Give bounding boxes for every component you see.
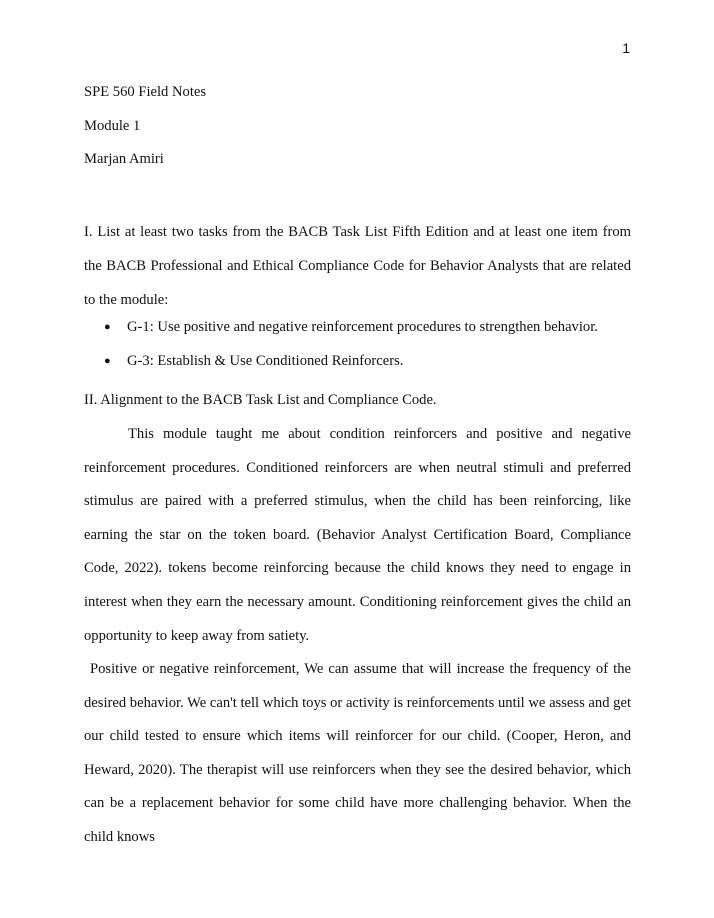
- body-paragraph: This module taught me about condition reinforcers and positive and negative reinforcement procedures. Conditioned reinforcers are when neutral stimuli and preferred stimulus are paired with a preferred stimulus, when the child has been reinforcing, like earning the star on the token board. (Behavior Analyst Certification Board, Compliance Code, 2022). tokens become reinforcing because the child knows they need to engage in interest when they earn the necessary amount. Conditioning reinforcement gives the child an opportunity to keep away from satiety.: [84, 425, 631, 644]
- bullet-icon: ●: [104, 321, 111, 334]
- course-title: SPE 560 Field Notes: [84, 84, 207, 100]
- page-number: 1: [622, 40, 630, 56]
- blank-line: [84, 183, 631, 217]
- bullet-icon: ●: [104, 354, 111, 367]
- bullet-text: G-1: Use positive and negative reinforcement procedures to strengthen behavior.: [127, 319, 598, 336]
- document-body: [84, 82, 631, 855]
- module-label: Module 1: [84, 117, 141, 134]
- section-1-heading: I. List at least two tasks from the BACB Task List Fifth Edition and at least one item from the BACB Professional and Ethical Compliance Code for Behavior Analysts that are related to the module:: [84, 224, 631, 308]
- author-name: Marjan Amiri: [84, 151, 164, 168]
- section-2-heading: II. Alignment to the BACB Task List and Compliance Code.: [84, 392, 437, 409]
- bullet-item: [84, 351, 631, 385]
- bullet-text: G-3: Establish & Use Conditioned Reinforcers.: [127, 352, 404, 369]
- bullet-item: [84, 317, 631, 351]
- task-list-bullets: [84, 317, 631, 384]
- body-paragraph: Positive or negative reinforcement, We can assume that will increase the frequency of the desired behavior. We can't tell which toys or activity is reinforcements until we assess and get our child tested to ensure which items will reinforcer for our child. (Cooper, Heron, and Heward, 2020). The therapist will use reinforcers when they see the desired behavior, which can be a replacement behavior for some child have more challenging behavior. When the child knows: [84, 661, 631, 846]
